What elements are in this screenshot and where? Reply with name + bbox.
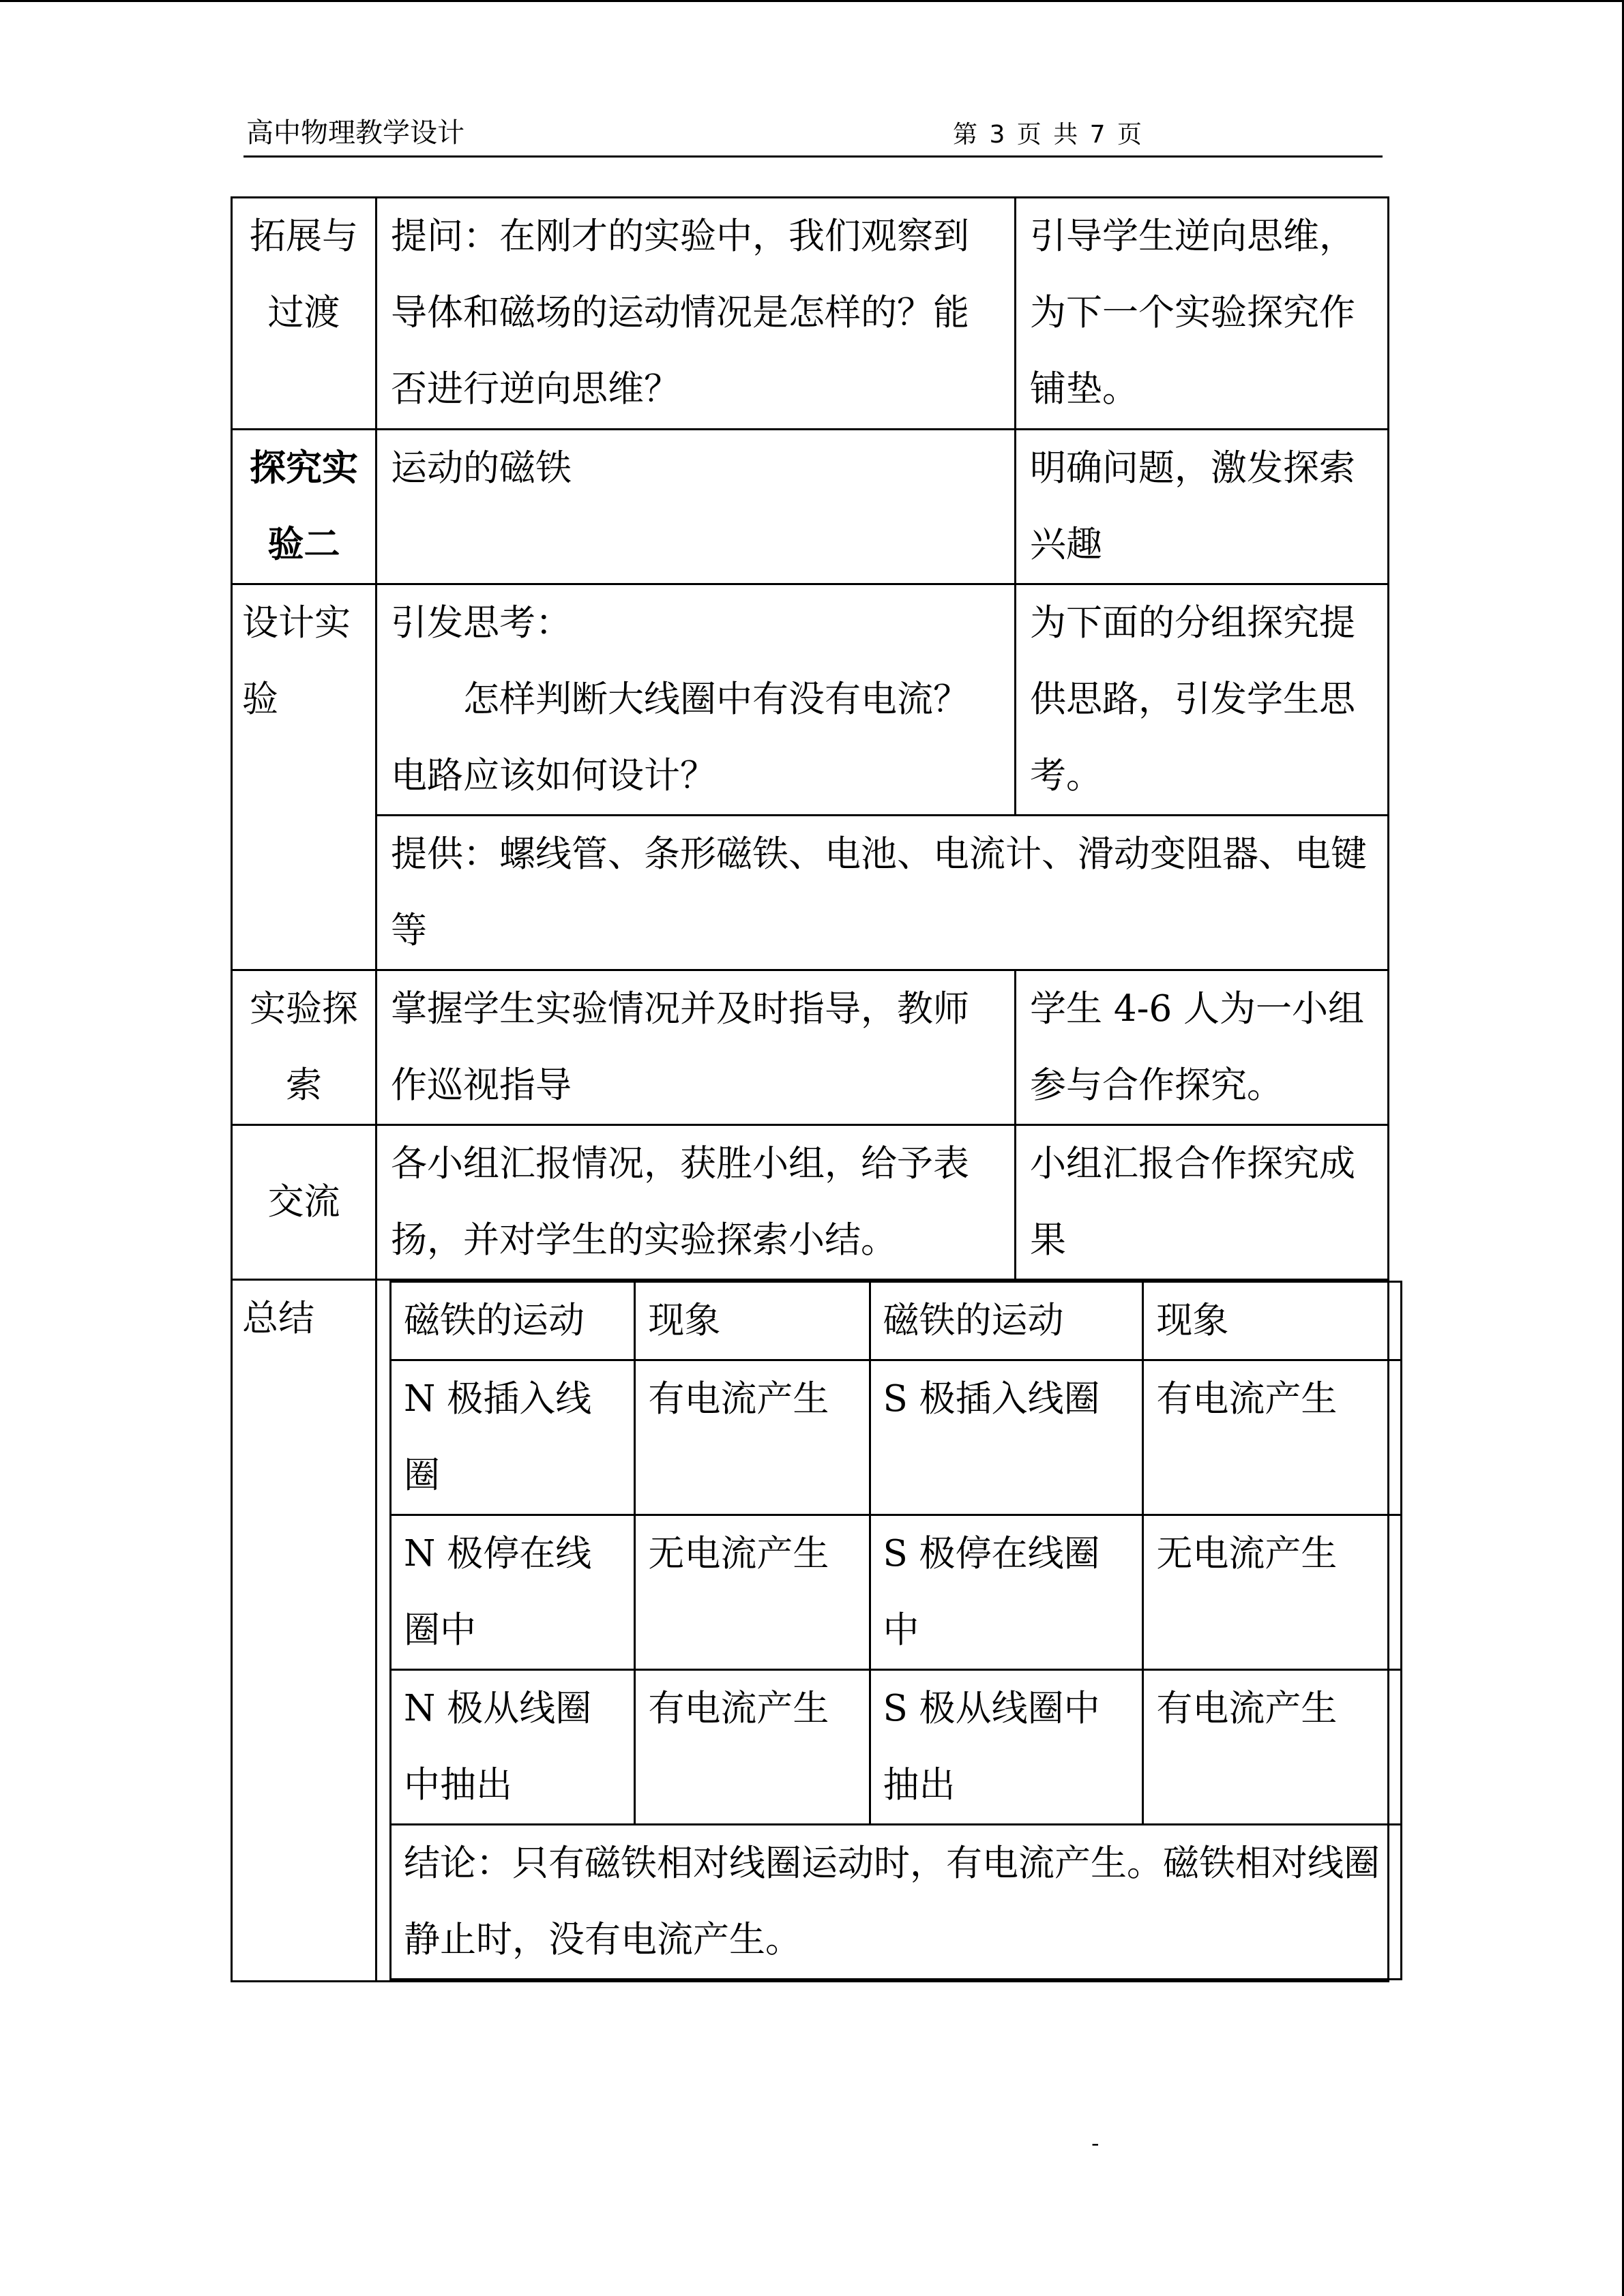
summary-table xyxy=(389,1281,1402,1980)
stage-cell: 设计实验 xyxy=(232,584,377,970)
summary-cell-result: 有电流产生 xyxy=(1143,1670,1402,1825)
table-row xyxy=(232,198,1389,430)
header-page-info: 第 3 页 共 7 页 xyxy=(953,121,1145,149)
summary-cell-result: 有电流产生 xyxy=(1143,1360,1402,1515)
stage-cell: 交流 xyxy=(232,1125,377,1280)
table-row xyxy=(232,970,1389,1125)
summary-header-cell: 现象 xyxy=(635,1282,870,1360)
page-header xyxy=(243,115,1383,158)
table-row xyxy=(232,584,1389,816)
table-row xyxy=(232,816,1389,970)
purpose-cell: 为下面的分组探究提供思路，引发学生思考。 xyxy=(1016,584,1389,816)
summary-header-row xyxy=(391,1282,1402,1360)
summary-header-cell: 现象 xyxy=(1143,1282,1402,1360)
table-row xyxy=(232,430,1389,584)
lesson-table xyxy=(231,196,1389,1982)
summary-cell-result: 有电流产生 xyxy=(635,1670,870,1825)
stage-cell: 总结 xyxy=(232,1280,377,1982)
table-row xyxy=(232,1125,1389,1280)
purpose-cell: 引导学生逆向思维，为下一个实验探究作铺垫。 xyxy=(1016,198,1389,430)
purpose-cell: 明确问题，激发探索兴趣 xyxy=(1016,430,1389,584)
summary-cell-motion: S 极插入线圈 xyxy=(870,1360,1143,1515)
summary-cell-motion: N 极停在线圈中 xyxy=(391,1515,635,1670)
summary-header-cell: 磁铁的运动 xyxy=(391,1282,635,1360)
purpose-cell: 小组汇报合作探究成果 xyxy=(1016,1125,1389,1280)
content-cell: 运动的磁铁 xyxy=(377,430,1016,584)
summary-conclusion: 结论：只有磁铁相对线圈运动时，有电流产生。磁铁相对线圈静止时，没有电流产生。 xyxy=(391,1825,1402,1980)
summary-data-row xyxy=(391,1515,1402,1670)
summary-cell-motion: S 极从线圈中抽出 xyxy=(870,1670,1143,1825)
stage-cell: 拓展与过渡 xyxy=(232,198,377,430)
content-cell: 提问：在刚才的实验中，我们观察到导体和磁场的运动情况是怎样的？能否进行逆向思维？ xyxy=(377,198,1016,430)
footer-mark: - xyxy=(1091,2130,1099,2156)
summary-cell xyxy=(377,1280,1389,1982)
summary-header-cell: 磁铁的运动 xyxy=(870,1282,1143,1360)
content-line: 引发思考： xyxy=(391,602,572,644)
content-cell: 各小组汇报情况，获胜小组，给予表扬，并对学生的实验探索小结。 xyxy=(377,1125,1016,1280)
header-title: 高中物理教学设计 xyxy=(246,117,464,149)
summary-cell-result: 无电流产生 xyxy=(635,1515,870,1670)
purpose-cell: 学生 4-6 人为一小组参与合作探究。 xyxy=(1016,970,1389,1125)
summary-cell-result: 有电流产生 xyxy=(635,1360,870,1515)
content-cell xyxy=(377,584,1016,816)
summary-cell-result: 无电流产生 xyxy=(1143,1515,1402,1670)
summary-data-row xyxy=(391,1360,1402,1515)
content-cell: 掌握学生实验情况并及时指导，教师作巡视指导 xyxy=(377,970,1016,1125)
summary-data-row xyxy=(391,1670,1402,1825)
summary-cell-motion: N 极插入线圈 xyxy=(391,1360,635,1515)
stage-cell: 探究实验二 xyxy=(232,430,377,584)
summary-cell-motion: S 极停在线圈中 xyxy=(870,1515,1143,1670)
stage-cell: 实验探索 xyxy=(232,970,377,1125)
content-line: 怎样判断大线圈中有没有电流？电路应该如何设计？ xyxy=(391,679,969,796)
page-border-top xyxy=(0,0,1624,2)
materials-cell: 提供：螺线管、条形磁铁、电池、电流计、滑动变阻器、电键等 xyxy=(377,816,1389,970)
summary-cell-motion: N 极从线圈中抽出 xyxy=(391,1670,635,1825)
summary-row xyxy=(232,1280,1389,1982)
summary-conclusion-row xyxy=(391,1825,1402,1980)
